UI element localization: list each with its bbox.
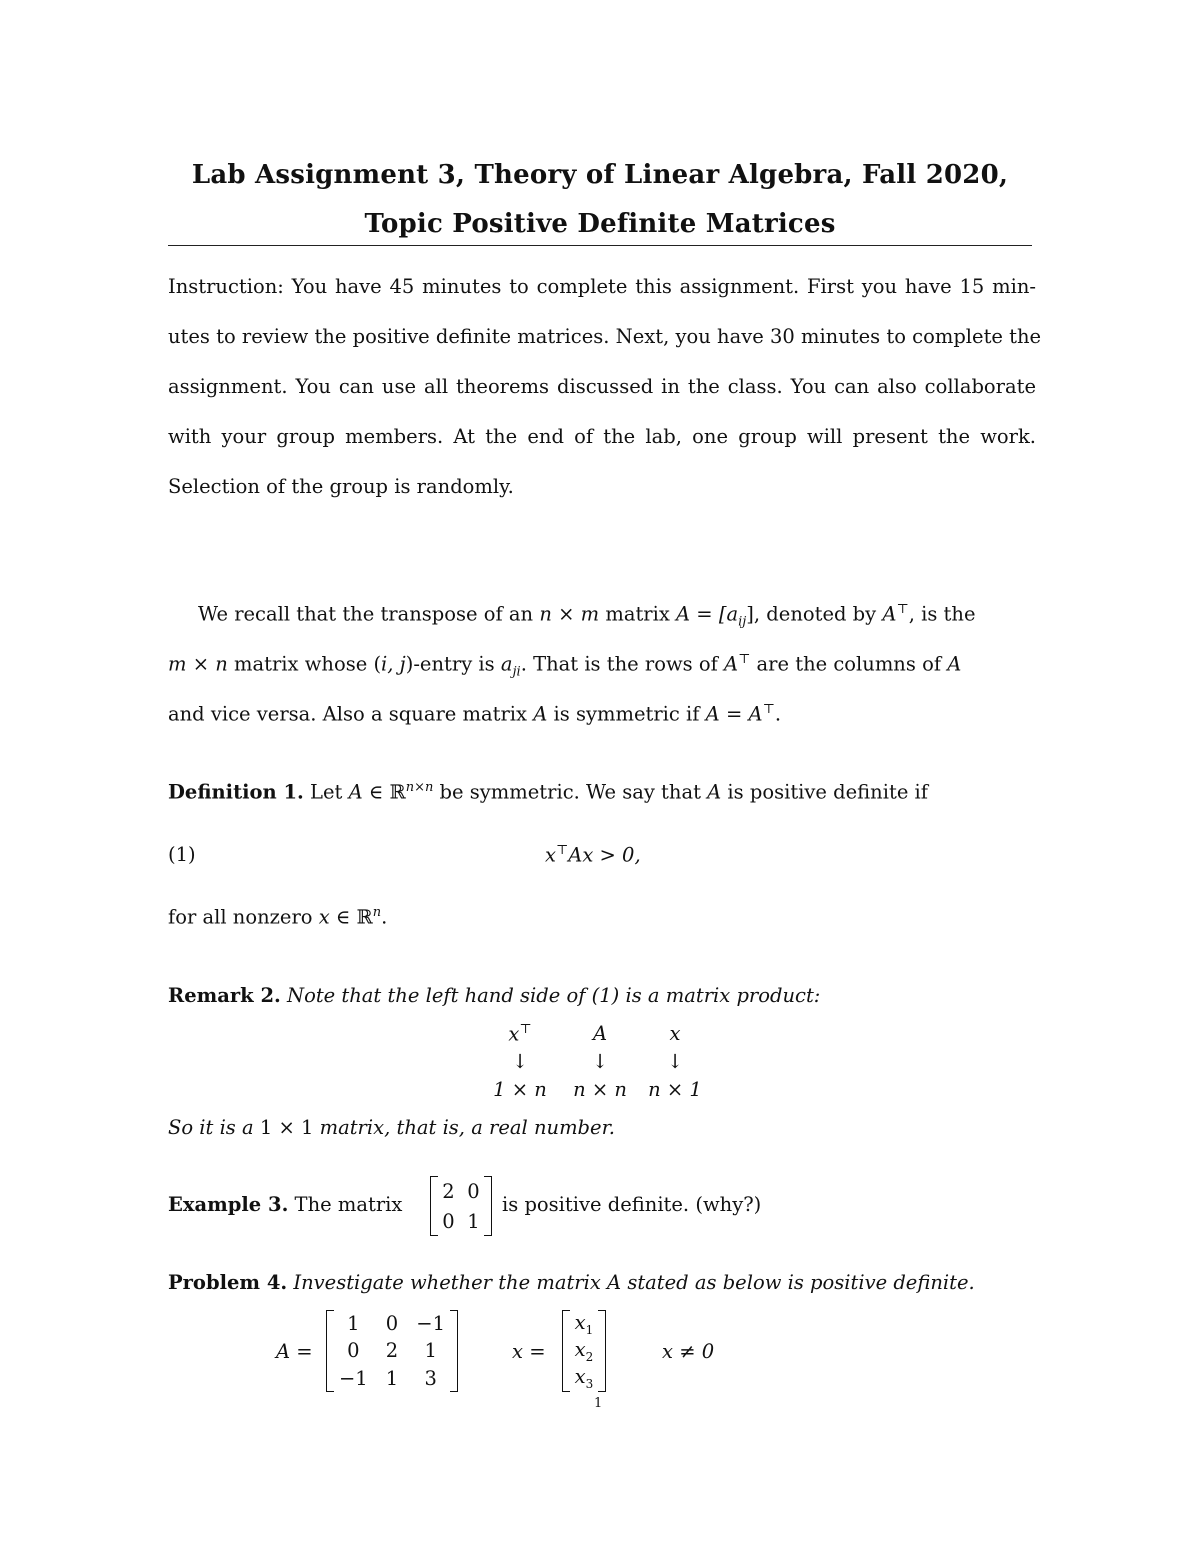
math-x: x xyxy=(545,843,556,867)
remark-2 xyxy=(168,984,820,1007)
title-line-2: Topic Positive Definite Matrices xyxy=(364,209,836,239)
math-a: A xyxy=(947,652,962,676)
vector-entry xyxy=(568,1365,600,1391)
example-label: Example 3. xyxy=(168,1193,289,1216)
vector-entry xyxy=(568,1338,600,1364)
left-bracket xyxy=(326,1310,334,1392)
arrow-down-icon: ↓ xyxy=(666,1050,684,1073)
equation-number: (1) xyxy=(168,843,196,866)
vector-x-label: x = xyxy=(512,1340,546,1363)
recall-text: . xyxy=(774,702,782,726)
diagram-a: A xyxy=(592,1022,608,1045)
instruction-line-3: assignment. You can use all theorems discussed in the class. You can also collaborate xyxy=(168,375,1036,398)
problem-vector-x xyxy=(562,1310,606,1392)
recall-text: matrix xyxy=(599,602,677,626)
math-bracket: ] xyxy=(746,602,754,626)
problem-matrix-a xyxy=(326,1310,458,1392)
remark-label: Remark 2. xyxy=(168,984,281,1007)
example-text: The matrix xyxy=(288,1193,403,1216)
math-n-times-m: n × m xyxy=(539,602,600,626)
definition-text: ∈ ℝ xyxy=(362,780,406,804)
remark-conclusion xyxy=(168,1116,615,1139)
matrix-cell: 2 xyxy=(385,1339,399,1363)
recall-text: We recall that the transpose of an xyxy=(198,602,540,626)
instruction-line-5: Selection of the group is randomly. xyxy=(168,475,514,498)
title-rule xyxy=(168,245,1032,246)
matrix-cell: 0 xyxy=(385,1312,399,1336)
arrow-down-icon: ↓ xyxy=(591,1050,609,1073)
math-x: x xyxy=(318,905,330,929)
page-number: 1 xyxy=(594,1396,603,1411)
math-subscript: ji xyxy=(512,664,521,680)
math-a: A xyxy=(607,1271,622,1294)
instruction-line-2: utes to review the positive definite matrices. Next, you have 30 minutes to complete the xyxy=(168,325,1042,348)
math-a: A xyxy=(348,780,363,804)
subscript: 1 xyxy=(585,1322,594,1337)
problem-text: stated as below is positive definite. xyxy=(621,1271,975,1294)
matrix-cell: 0 xyxy=(442,1209,455,1233)
remark-text: matrix, that is, a real number. xyxy=(313,1116,615,1139)
math-1x1: 1 × 1 xyxy=(259,1116,314,1139)
math-a-equals: A = [a xyxy=(676,602,739,626)
matrix-cell: 0 xyxy=(347,1339,360,1363)
recall-text: are the columns of xyxy=(750,652,948,676)
matrix-cell: 1 xyxy=(385,1366,399,1390)
definition-text: Let xyxy=(303,780,349,804)
recall-text: )-entry is xyxy=(405,652,501,676)
problem-label: Problem 4. xyxy=(168,1271,288,1294)
math-subscript: ij xyxy=(738,614,747,630)
example-matrix xyxy=(430,1176,492,1236)
math-a: a xyxy=(500,652,513,676)
math-a-equals-a: A = A xyxy=(705,702,763,726)
left-bracket xyxy=(430,1176,438,1236)
definition-text: for all nonzero xyxy=(168,905,319,929)
subscript: 2 xyxy=(585,1349,594,1364)
recall-text: . That is the rows of xyxy=(520,652,725,676)
transpose-symbol: ⊤ xyxy=(762,702,775,717)
math-m-times-n: m × n xyxy=(168,652,228,676)
transpose-symbol: ⊤ xyxy=(556,843,569,858)
transpose-symbol: ⊤ xyxy=(738,652,751,667)
equation-1 xyxy=(545,843,641,867)
example-3-text xyxy=(168,1193,402,1216)
matrix-cell: 1 xyxy=(347,1312,360,1336)
instruction-line-4: with your group members. At the end of the lab, one group will present the work. xyxy=(168,425,1036,448)
problem-4-text xyxy=(168,1271,975,1294)
definition-text: be symmetric. We say that xyxy=(433,780,708,804)
instruction-paragraph xyxy=(168,262,1042,512)
definition-text: . xyxy=(381,905,388,929)
left-bracket xyxy=(562,1310,570,1392)
math-superscript: n×n xyxy=(405,780,434,795)
math-x: x xyxy=(574,1338,586,1362)
remark-text: Note that the left hand side of (1) is a matrix product: xyxy=(280,984,821,1007)
math-x: x xyxy=(508,1022,520,1046)
recall-text: , is the xyxy=(908,602,976,626)
matrix-cell: −1 xyxy=(338,1366,368,1390)
arrow-down-icon: ↓ xyxy=(511,1050,529,1073)
definition-text: ∈ ℝ xyxy=(329,905,373,929)
matrix-cell: 1 xyxy=(424,1339,437,1363)
recall-text: matrix whose ( xyxy=(227,652,382,676)
recall-line-1 xyxy=(198,602,976,629)
definition-text: is positive definite if xyxy=(721,780,929,804)
matrix-cell: −1 xyxy=(416,1312,446,1336)
diagram-xt xyxy=(490,1022,550,1046)
diagram-dim-2: n × n xyxy=(573,1078,627,1101)
recall-text: is symmetric if xyxy=(547,702,706,726)
matrix-cell: 3 xyxy=(424,1366,437,1390)
recall-text: and vice versa. Also a square matrix xyxy=(168,702,534,726)
remark-text: So it is a xyxy=(168,1116,260,1139)
vector-entry xyxy=(568,1311,600,1337)
definition-1 xyxy=(168,780,928,804)
right-bracket xyxy=(484,1176,492,1236)
math-superscript: n xyxy=(372,905,382,920)
recall-line-2 xyxy=(168,652,961,679)
diagram-x: x xyxy=(669,1022,681,1045)
diagram-dim-3: n × 1 xyxy=(648,1078,702,1101)
math-a: A xyxy=(724,652,739,676)
example-3-tail: is positive definite. (why?) xyxy=(502,1193,762,1216)
nonzero-condition: x ≠ 0 xyxy=(662,1340,715,1363)
instruction-line-1: Instruction: You have 45 minutes to complete this assignment. First you have 15 min- xyxy=(168,275,1036,298)
math-a: A xyxy=(882,602,897,626)
matrix-a-label: A = xyxy=(276,1340,313,1363)
right-bracket xyxy=(598,1310,606,1392)
subscript: 3 xyxy=(585,1377,594,1392)
math-x: x xyxy=(574,1365,586,1389)
math-a: A xyxy=(533,702,548,726)
problem-text: Investigate whether the matrix xyxy=(287,1271,608,1294)
math-a: A xyxy=(707,780,722,804)
recall-text: , denoted by xyxy=(753,602,883,626)
transpose-symbol: ⊤ xyxy=(896,602,909,617)
recall-line-3 xyxy=(168,702,781,726)
transpose-symbol: ⊤ xyxy=(519,1022,532,1037)
math-inequality: Ax > 0, xyxy=(568,843,641,867)
matrix-cell: 0 xyxy=(467,1179,480,1203)
matrix-cell: 2 xyxy=(442,1179,455,1203)
title-line-1: Lab Assignment 3, Theory of Linear Algebra, Fall 2020, xyxy=(191,160,1009,190)
definition-label: Definition 1. xyxy=(168,780,304,804)
matrix-cell: 1 xyxy=(467,1209,480,1233)
math-ij: i, j xyxy=(381,652,406,676)
definition-after xyxy=(168,905,387,929)
diagram-dim-1: 1 × n xyxy=(493,1078,547,1101)
right-bracket xyxy=(450,1310,458,1392)
math-x: x xyxy=(574,1310,586,1334)
